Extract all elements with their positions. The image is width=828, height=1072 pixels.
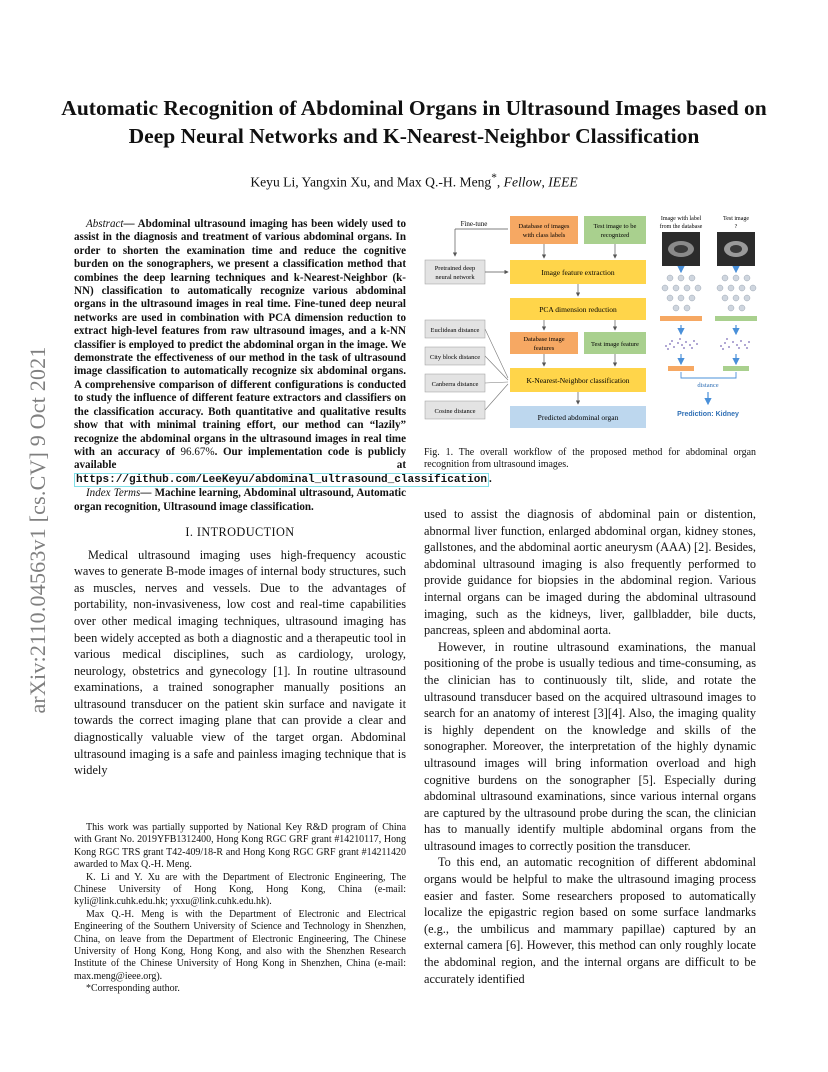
right-paragraph-3: To this end, an automatic recognition of different abdominal organs would be helpful to make the ultrasound imaging process easier and faster. Some researchers proposed to automatically localize the epigastric region based on some surface landmarks (e.g., the umbilicus and mammary papillae) captured by an external camera [6]. However, this method can only roughly locate the abdominal region, and the internal organs are difficult to be accurately identified <box>424 855 756 986</box>
test-image-label-line1: Test image <box>722 216 750 222</box>
neural-network-left <box>662 275 701 311</box>
right-paragraph-1: used to assist the diagnosis of abdominal pain or distention, abnormal liver function, enlarged abdominal organ, kidney stones, gallstones, and the abdominal aortic aneurysm (AAA) [2]. Besides, abdominal ultrasound imaging is also frequently performed to provide guidance for biopsies in the abdominal region. Various internal organs can be imaged during the abdominal ultrasound imaging, such as the kidneys, liver, gallbladder, bile ducts, pancreas, spleen and abdominal aorta. <box>424 507 756 638</box>
image-with-label-line2: from the database <box>659 224 703 230</box>
index-terms-text: Machine learning, Abdominal ultrasound, Automatic organ recognition, Ultrasound image classification. <box>74 487 407 513</box>
city-block-distance-label: City block distance <box>429 354 481 361</box>
test-image-box <box>584 216 646 244</box>
predicted-organ-label: Predicted abdominal organ <box>537 413 619 422</box>
neural-network-right <box>717 275 756 311</box>
image-with-label-line1: Image with label <box>660 216 702 222</box>
feature-extraction-label: Image feature extraction <box>541 268 615 277</box>
section-heading-introduction: I. INTRODUCTION <box>185 524 295 539</box>
reduced-feature-test <box>723 366 749 371</box>
corresponding-star: * <box>491 172 497 184</box>
database-features-line1: Database image <box>523 336 565 343</box>
footnotes <box>74 822 406 996</box>
test-image-label-line2: ? <box>734 224 738 230</box>
cosine-distance-label: Cosine distance <box>434 408 476 415</box>
database-images-line1: Database of images <box>518 223 570 230</box>
code-link[interactable]: https://github.com/LeeKeyu/abdominal_ultrasound_classification <box>76 473 488 486</box>
footnote-corresponding: *Corresponding author. <box>86 983 180 995</box>
fine-tune-label: Fine-tune <box>460 220 488 228</box>
connector-canberra <box>485 382 508 383</box>
feature-bar-test <box>715 316 757 321</box>
reduced-feature-database <box>668 366 694 371</box>
right-paragraph-2: However, in routine ultrasound examinations, the manual positioning of the probe is usually tedious and time-consuming, as the clinician has to continuously tilt, slide, and rotate the ultrasound transducer based on the acquired ultrasound images to search for an anatomy of interest [3][4]. Also, the imaging quality is highly dependent on the knowledge and skills of the sonographer. Moreover, the interpretation of the highly dynamic ultrasound images will bring information overload and high cognitive burdens on the sonographer [5]. Especially during abdominal ultrasound examinations, since various internal organs are captured by the ultrasound probe during the scan, the clinician has to manually identify multiple abdominal organs from the ultrasound images to correctly position the transducer. <box>424 639 756 853</box>
prediction-kidney: Prediction: Kidney <box>677 411 739 418</box>
abstract-text-2: . Our implementation code is publicly available at <box>74 445 406 472</box>
connector-euclidean <box>485 329 508 378</box>
author-ieee: IEEE <box>548 174 578 190</box>
test-feature-label: Test image feature <box>591 341 639 348</box>
author-separator: , <box>496 174 504 190</box>
connector-cityblock <box>485 356 508 380</box>
test-image-line2: recognized <box>600 232 630 239</box>
ultrasound-blob-inner-test <box>730 245 742 253</box>
intro-paragraph-1: Medical ultrasound imaging uses high-frequency acoustic waves to generate B-mode images of internal body structures, such as muscles, nerves and vessels. Due to the advantages of portability, non-invasiveness, low cost and real-time capabilities over other medical imaging techniques, ultrasound imaging has been widely accepted as both a diagnostic and a therapeutic tool in various medical disciplines, such as cardiology, urology, neurology, obstetrics and gynecology [1]. In routine ultrasound examinations, a trained sonographer manually positions an ultrasound transducer on the patient skin surface and navigate it towards the correct imaging plane that can provide a clear and diagnostically valuable view of the target organ. Abdominal ultrasound imaging is a safe and painless imaging technique that is widely <box>74 547 406 778</box>
index-terms <box>74 487 406 514</box>
footnote-affiliation-1: K. Li and Y. Xu are with the Department of Electronic Engineering, The Chinese University of Hong Kong, Hong Kong, China (e-mail: kyli@link.cuhk.edu.hk; yxxu@link.cuhk.edu.hk). <box>74 871 406 908</box>
abstract-label: Abstract <box>86 218 124 230</box>
canberra-distance-label: Canberra distance <box>431 381 479 388</box>
author-line <box>60 172 768 191</box>
test-image-line1: Test image to be <box>593 223 637 230</box>
pca-scatter-left <box>665 338 698 350</box>
figure-caption: Fig. 1. The overall workflow of the proposed method for abdominal organ recognition from ultrasound images. <box>424 447 756 471</box>
distance-bracket <box>681 372 736 378</box>
knn-label: K-Nearest-Neighbor classification <box>526 376 630 385</box>
pretrained-line1: Pretrained deep <box>434 265 476 272</box>
paper-title: Automatic Recognition of Abdominal Organs in Ultrasound Images based on Deep Neural Networks and K-Nearest-Neighbor Classification <box>61 96 767 148</box>
footnote-funding: This work was partially supported by National Key R&D program of China with Grant No. 2019YFB1312400, Hong Kong RGC GRF grant #14210117, Hong Kong RGC TRS grant T42-409/18-R and Hong Kong RGC GRF grant #14211420 awarded to Max Q.-H. Meng. <box>74 822 406 871</box>
index-terms-dash: — <box>140 487 155 500</box>
database-images-box <box>510 216 578 244</box>
author-fellow: Fellow <box>503 174 542 190</box>
connector-cosine <box>485 384 508 410</box>
arxiv-side-stamp <box>18 290 58 770</box>
ultrasound-blob-inner-database <box>674 245 688 253</box>
author-names: Keyu Li, Yangxin Xu, and Max Q.-H. Meng <box>250 174 492 190</box>
feature-bar-database <box>660 316 702 321</box>
author-separator-2: , <box>541 174 549 190</box>
pca-scatter-right <box>720 338 750 350</box>
pca-label: PCA dimension reduction <box>539 305 617 314</box>
abstract-dash: — <box>123 218 138 230</box>
workflow-figure <box>422 208 758 438</box>
euclidean-distance-label: Euclidean distance <box>430 327 480 334</box>
database-features-line2: features <box>533 345 555 352</box>
right-column <box>424 506 756 987</box>
pretrained-line2: neural network <box>435 274 475 281</box>
abstract-end: . <box>489 472 492 485</box>
abstract-text: Abdominal ultrasound imaging has been widely used to assist in the diagnosis and treatment of various abdominal organs. In order to shorten the examination time and reduce the cognitive burden on the sonographers, we present a classification method that combines the deep learning techniques and k-Nearest-Neighbor (k-NN) classification to automatically recognize various abdominal organs in the ultrasound images in real time. Fine-tuned deep neural networks are used in combination with PCA dimension reduction to extract high-level features from raw ultrasound images, and a k-NN classifier is employed to predict the abdominal organ in the image. We demonstrate the effectiveness of our method in the task of ultrasound image classification to automatically recognize six abdominal organs. A comprehensive comparison of different configurations is conducted to study the influence of different feature extractors and classifiers on the classification accuracy. Both quantitative and qualitative results show that with minimal training effort, our method can “lazily” recognize the abdominal organs in the ultrasound images in real time with an accuracy of <box>74 218 406 458</box>
footnote-affiliation-2: Max Q.-H. Meng is with the Department of Electronic and Electrical Engineering of the Southern University of Science and Technology in Shenzhen, China, on leave from the Department of Electronic Engineering, The Chinese University of Hong Kong, Hong Kong, and also with the Shenzhen Research Institute of the Chinese University of Hong Kong in Shenzhen, China (e-mail: max.meng@ieee.org). <box>74 908 406 982</box>
distance-word: distance <box>697 382 719 389</box>
abstract-accuracy: 96.67% <box>180 445 215 458</box>
index-terms-label: Index Terms <box>86 487 141 500</box>
arxiv-id-text: arXiv:2110.04563v1 [cs.CV] 9 Oct 2021 <box>25 346 50 714</box>
database-images-line2: with class labels <box>522 232 566 239</box>
